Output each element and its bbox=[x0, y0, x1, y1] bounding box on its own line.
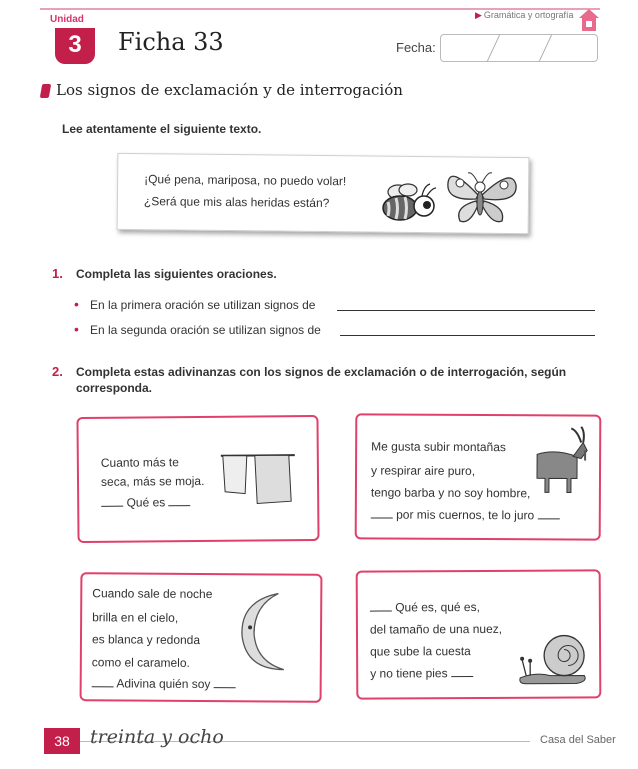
date-label: Fecha: bbox=[396, 40, 436, 55]
snail-illustration bbox=[516, 621, 590, 691]
riddle-line: que sube la cuesta bbox=[370, 644, 471, 659]
towels-illustration bbox=[217, 445, 298, 506]
answer-line[interactable] bbox=[337, 310, 595, 311]
riddle-card-moon bbox=[80, 572, 323, 703]
poem-line: ¿Será que mis alas heridas están? bbox=[143, 194, 330, 211]
riddle-line: Cuando sale de noche bbox=[92, 586, 213, 602]
riddle-line: Adivina quién soy bbox=[116, 676, 211, 692]
riddle-line: Me gusta subir montañas bbox=[371, 439, 506, 455]
blank-field[interactable] bbox=[169, 495, 191, 506]
section-title: Los signos de exclamación y de interrogación bbox=[56, 81, 403, 99]
riddle-card-towel bbox=[76, 415, 319, 543]
unit-label: Unidad bbox=[50, 14, 84, 25]
riddle-answer-line bbox=[370, 596, 480, 619]
blank-field[interactable] bbox=[370, 600, 392, 611]
subject-label: Gramática y ortografía bbox=[483, 10, 574, 20]
question-prompt: Completa las siguientes oraciones. bbox=[76, 267, 277, 281]
question-number: 1. bbox=[52, 266, 63, 281]
riddle-card-goat bbox=[355, 413, 602, 540]
unit-number-badge: 3 bbox=[55, 28, 95, 64]
sentence-prompt: En la segunda oración se utilizan signos de bbox=[90, 323, 321, 337]
play-arrow-icon: ▶ bbox=[475, 10, 482, 20]
riddle-line: brilla en el cielo, bbox=[92, 610, 179, 625]
publisher-brand: Casa del Saber bbox=[540, 734, 616, 746]
question-prompt: Completa estas adivinanzas con los signos de exclamación o de interrogación, según bbox=[76, 365, 567, 379]
date-field[interactable] bbox=[440, 34, 598, 62]
section-marker bbox=[40, 84, 51, 98]
riddle-line: Cuanto más te bbox=[100, 455, 179, 470]
subject-breadcrumb bbox=[475, 10, 573, 21]
goat-illustration bbox=[525, 426, 591, 496]
question-prompt: corresponda. bbox=[76, 381, 153, 395]
riddle-line: Qué es bbox=[126, 495, 166, 510]
date-separator bbox=[539, 35, 552, 61]
riddle-line: y respirar aire puro, bbox=[370, 463, 476, 478]
blank-field[interactable] bbox=[371, 507, 393, 518]
answer-line[interactable] bbox=[340, 335, 595, 336]
bee-illustration bbox=[378, 178, 438, 228]
riddle-answer-line bbox=[101, 491, 191, 514]
blank-field[interactable] bbox=[101, 496, 123, 507]
blank-field[interactable] bbox=[214, 677, 236, 688]
riddle-answer-line bbox=[92, 672, 236, 695]
riddle-card-snail bbox=[356, 569, 602, 699]
riddle-answer-line bbox=[370, 662, 473, 685]
riddle-line: del tamaño de una nuez, bbox=[369, 621, 503, 637]
blank-field[interactable] bbox=[538, 508, 560, 519]
worksheet-title: Ficha 33 bbox=[118, 28, 224, 56]
bullet-icon: • bbox=[74, 321, 79, 337]
riddle-line: y no tiene pies bbox=[370, 666, 448, 681]
riddle-line: Qué es, qué es, bbox=[395, 599, 480, 615]
butterfly-illustration bbox=[440, 163, 520, 228]
sentence-prompt: En la primera oración se utilizan signos de bbox=[90, 298, 316, 312]
blank-field[interactable] bbox=[451, 666, 473, 677]
date-separator bbox=[487, 35, 500, 61]
page-number: 38 bbox=[44, 728, 80, 754]
bullet-icon: • bbox=[74, 296, 79, 312]
moon-illustration bbox=[232, 589, 307, 674]
question-number: 2. bbox=[52, 364, 63, 379]
riddle-line: tengo barba y no soy hombre, bbox=[370, 485, 531, 501]
riddle-line: como el caramelo. bbox=[91, 655, 190, 670]
house-icon bbox=[578, 8, 600, 32]
page-number-words: treinta y ocho bbox=[90, 726, 224, 748]
riddle-line: seca, más se moja. bbox=[100, 473, 205, 489]
reading-instruction: Lee atentamente el siguiente texto. bbox=[62, 122, 262, 136]
poem-line: ¡Qué pena, mariposa, no puedo volar! bbox=[144, 172, 347, 189]
riddle-answer-line bbox=[371, 503, 560, 526]
blank-field[interactable] bbox=[92, 676, 114, 687]
riddle-line: por mis cuernos, te lo juro bbox=[396, 507, 535, 523]
riddle-line: es blanca y redonda bbox=[91, 632, 201, 647]
